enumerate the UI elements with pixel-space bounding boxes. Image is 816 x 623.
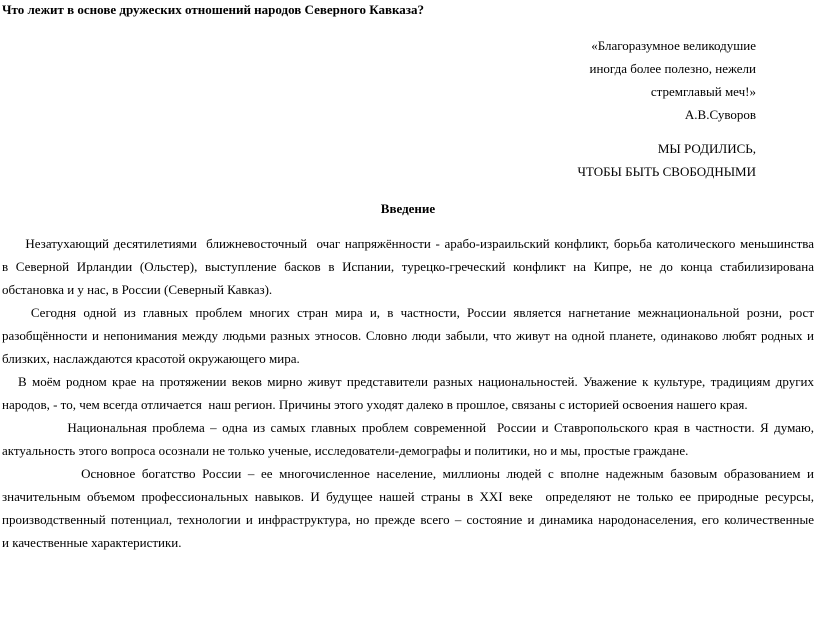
paragraph-line: близких, наслаждаются красотой окружающего мира. <box>2 351 300 366</box>
paragraph-line: народов, - то, чем всегда отличается наш регион. Причины этого уходят далеко в прошлое, связаны с историей освоения нашего края. <box>2 397 748 412</box>
paragraph-line: В моём родном крае на протяжении веков мирно живут представители разных национальностей. Уважение к культуре, традициям других <box>2 374 814 389</box>
paragraph-line: Основное богатство России – ее многочисленное население, миллионы людей с вполне надежным базовым образованием и <box>2 466 814 481</box>
paragraph-line: в Северной Ирландии (Ольстер), выступление басков в Испании, турецко-греческий конфликт на Кипре, не до конца стабилизирована <box>2 259 814 274</box>
motto-line: ЧТОБЫ БЫТЬ СВОБОДНЫМИ <box>577 164 756 179</box>
paragraph-line: производственный потенциал, технологии и инфраструктура, но прежде всего – состояние и динамика народонаселения, его количественные <box>2 512 814 527</box>
paragraph-line: обстановка и у нас, в России (Северный Кавказ). <box>2 282 273 297</box>
paragraph-line: значительным объемом профессиональных навыков. И будущее нашей страны в XXI веке определяют не только ее природные ресурсы, <box>2 489 814 504</box>
question-heading: Что лежит в основе дружеских отношений народов Северного Кавказа? <box>2 2 425 17</box>
epigraph-author: А.В.Суворов <box>684 107 756 122</box>
paragraph-line: Национальная проблема – одна из самых главных проблем современной России и Ставропольского края в частности. Я думаю, <box>2 420 814 435</box>
motto-line: МЫ РОДИЛИСЬ, <box>657 141 756 156</box>
paragraph-line: актуальность этого вопроса осознали не только ученые, исследователи-демографы и политики, но и мы, простые граждане. <box>2 443 689 458</box>
epigraph-line: «Благоразумное великодушие <box>591 38 756 53</box>
paragraph-line: Сегодня одной из главных проблем многих стран мира и, в частности, России является нагнетание межнациональной розни, рост <box>2 305 814 320</box>
section-title: Введение <box>380 201 436 216</box>
paragraph-line: и качественные характеристики. <box>2 535 182 550</box>
paragraph-line: разобщённости и непонимания между людьми разных этносов. Словно люди забыли, что живут на одной планете, одинаково любят родных и <box>2 328 814 343</box>
epigraph-line: иногда более полезно, нежели <box>589 61 756 76</box>
paragraph-line: Незатухающий десятилетиями ближневосточный очаг напряжённости - арабо-израильский конфликт, борьба католического меньшинства <box>2 236 814 251</box>
epigraph-line: стремглавый меч!» <box>650 84 756 99</box>
